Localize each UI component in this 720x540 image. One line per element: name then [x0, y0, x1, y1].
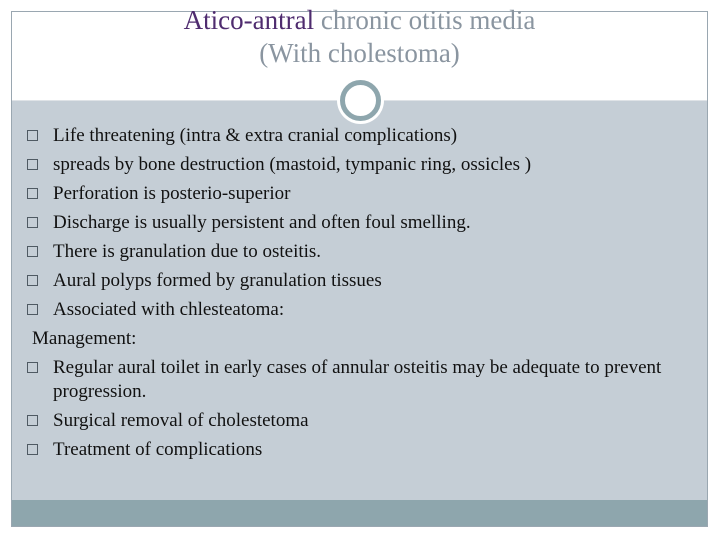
bullet-text: Treatment of complications — [53, 439, 263, 460]
bullet-item — [20, 211, 700, 235]
bullet-text: Life threatening (intra & extra cranial complications) — [53, 125, 458, 146]
square-bullet-icon — [27, 275, 38, 286]
square-bullet-icon — [27, 188, 38, 199]
slide-body — [20, 124, 700, 467]
bullet-text: There is granulation due to osteitis. — [53, 241, 322, 262]
management-item — [20, 356, 700, 404]
square-bullet-icon — [27, 304, 38, 315]
management-item — [20, 409, 700, 433]
square-bullet-icon — [27, 362, 38, 373]
bullet-item — [20, 182, 700, 206]
square-bullet-icon — [27, 217, 38, 228]
title-accent: Atico-antral — [183, 5, 315, 35]
bullet-text: Aural polyps formed by granulation tissues — [53, 270, 382, 291]
square-bullet-icon — [27, 130, 38, 141]
bullet-text: Associated with chlesteatoma: — [53, 299, 285, 320]
bullet-text: spreads by bone destruction (mastoid, tympanic ring, ossicles ) — [53, 154, 532, 175]
square-bullet-icon — [27, 415, 38, 426]
ring-ornament-icon — [340, 80, 381, 121]
bullet-text: Surgical removal of cholestetoma — [53, 410, 309, 431]
bullet-item — [20, 153, 700, 177]
bullet-text: Perforation is posterio-superior — [53, 183, 291, 204]
square-bullet-icon — [27, 246, 38, 257]
bullet-text: Regular aural toilet in early cases of annular osteitis may be adequate to prevent progression. — [53, 357, 662, 402]
square-bullet-icon — [27, 444, 38, 455]
square-bullet-icon — [27, 159, 38, 170]
title-rest: chronic otitis media — [314, 5, 536, 35]
bullet-item — [20, 269, 700, 293]
bullet-item — [20, 240, 700, 264]
bullet-text: Discharge is usually persistent and often foul smelling. — [53, 212, 471, 233]
bullet-item — [20, 124, 700, 148]
bullet-item — [20, 298, 700, 322]
slide-subtitle: (With cholestoma) — [259, 38, 460, 68]
management-item — [20, 438, 700, 462]
slide-title — [12, 4, 707, 37]
management-heading: Management: — [32, 328, 137, 349]
footer-bar — [12, 500, 707, 526]
